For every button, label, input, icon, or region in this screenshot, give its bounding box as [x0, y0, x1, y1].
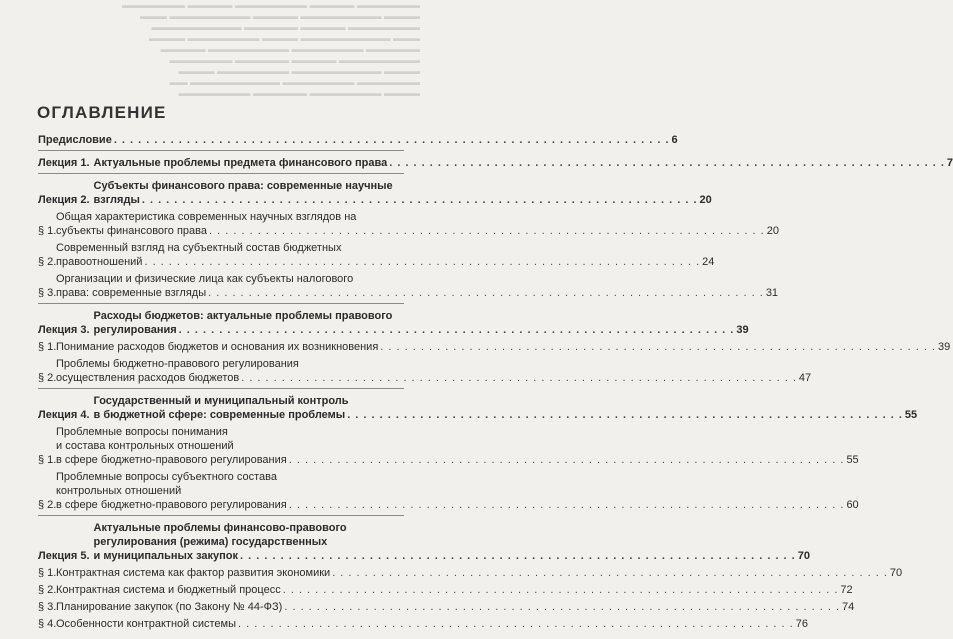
entry-number: § 1. [38, 225, 57, 237]
entry-title-line: в бюджетной сфере: современные проблемы [93, 409, 346, 421]
entry-title-line: регулирования [93, 324, 177, 336]
entry-number: § 4. [38, 618, 57, 630]
entry-title-line: субъекты финансового права [56, 225, 208, 237]
entry-number: § 2. [38, 499, 57, 511]
leader-dots [142, 193, 698, 207]
toc-entry-section[interactable] [38, 617, 808, 631]
entry-title-line: Особенности контрактной системы [56, 618, 237, 630]
entry-title-line: Контрактная система как фактор развития экономики [56, 567, 331, 579]
entry-title-line: регулирования (режима) государственных [93, 536, 328, 548]
leader-dots [289, 453, 845, 467]
page-number: 39 [736, 324, 749, 336]
leader-dots [283, 583, 839, 597]
entry-title-line: Субъекты финансового права: современные научные [93, 180, 393, 192]
page-number: 31 [765, 287, 779, 299]
entry-title-line: и муниципальных закупок [93, 550, 239, 562]
entry-number: § 3. [38, 601, 57, 613]
entry-number: § 1. [38, 341, 57, 353]
page-number: 76 [795, 618, 808, 630]
entry-number: § 2. [38, 584, 57, 596]
table-of-contents [38, 133, 953, 634]
leader-dots [240, 549, 796, 563]
entry-number: Лекция 4. [38, 409, 90, 421]
entry-title-line: Актуальные проблемы предмета финансового права [93, 157, 388, 169]
entry-title-line: Проблемные вопросы субъектного состава [56, 471, 277, 483]
toc-entry-lecture[interactable] [38, 150, 953, 170]
entry-title-line: права: современные взгляды [56, 287, 207, 299]
leader-dots [347, 408, 903, 422]
bleed-through-text: ▬▬▬▬▬▬▬ ▬▬▬▬▬ ▬▬▬▬▬▬▬▬ ▬▬▬▬▬ ▬▬▬▬▬▬▬ ▬▬▬▬ ▬▬▬▬▬▬▬▬▬ ▬▬▬▬▬ ▬▬▬▬▬▬▬▬▬ ▬▬▬ ▬▬▬▬▬▬▬▬ ▬▬▬▬▬ ▬▬▬▬▬▬ ▬▬▬▬▬▬▬▬▬▬ ▬▬▬ ▬▬▬▬▬▬▬▬▬▬ ▬▬▬▬ ▬▬▬▬▬▬▬▬ ▬▬▬▬ ▬▬▬▬▬▬ ▬▬▬▬▬▬▬▬ ▬▬▬▬▬▬▬▬▬ ▬▬▬▬▬ ▬▬▬▬▬▬▬▬▬ ▬▬▬▬▬ ▬▬▬▬▬▬ ▬▬▬▬▬▬▬ ▬▬▬▬ ▬▬▬▬▬▬▬▬▬▬ ▬▬▬▬▬▬▬▬ ▬▬▬▬ ▬▬▬▬▬▬▬ ▬▬▬▬▬▬▬▬ ▬▬▬▬▬▬▬▬▬▬ ▬▬ ▬▬▬▬ ▬▬▬▬▬▬▬▬ ▬▬▬▬▬▬ ▬▬▬▬▬▬▬▬ [121, 0, 420, 98]
entry-title-line: правоотношений [56, 256, 143, 268]
leader-dots [389, 156, 945, 170]
entry-number: Лекция 3. [38, 324, 90, 336]
page-number: 60 [846, 499, 859, 511]
page-number: 55 [904, 409, 918, 421]
entry-number: § 2. [38, 372, 57, 384]
entry-title-line: Актуальные проблемы финансово-правового [93, 522, 347, 534]
toc-entry-section[interactable] [38, 340, 951, 354]
entry-title-line: контрольных отношений [56, 485, 182, 497]
leader-dots [332, 566, 888, 580]
page-number: 47 [798, 372, 812, 384]
toc-entry-section[interactable] [38, 357, 812, 385]
leader-dots [209, 224, 765, 238]
entry-title-line: Государственный и муниципальный контроль [93, 395, 349, 407]
toc-entry-section[interactable] [38, 600, 855, 614]
toc-entry-section[interactable] [38, 272, 779, 300]
page-number: 24 [702, 256, 715, 268]
page-number: 72 [840, 584, 853, 596]
leader-dots [289, 498, 845, 512]
page-title: ОГЛАВЛЕНИЕ [37, 103, 167, 122]
toc-entry-section[interactable] [38, 210, 779, 238]
toc-entry-section[interactable] [38, 425, 859, 467]
page-number: 74 [842, 601, 855, 613]
entry-number: § 1. [38, 567, 57, 579]
page-number: 70 [889, 567, 903, 579]
entry-number: Лекция 5. [38, 550, 90, 562]
leader-dots [284, 600, 840, 614]
entry-title-line: Современный взгляд на субъектный состав бюджетных [56, 242, 342, 254]
leader-dots [114, 133, 670, 147]
toc-entry-section[interactable] [38, 583, 853, 597]
page-number: 39 [938, 341, 951, 353]
entry-number: Лекция 2. [38, 194, 90, 206]
entry-number: § 1. [38, 454, 57, 466]
toc-entry-lecture[interactable] [38, 303, 749, 337]
leader-dots [179, 323, 735, 337]
page-number: 7 [946, 157, 953, 169]
leader-dots [238, 617, 794, 631]
toc-entry-lecture[interactable] [38, 173, 712, 207]
entry-title-line: Расходы бюджетов: актуальные проблемы правового [93, 310, 393, 322]
entry-title-line: Организации и физические лица как субъекты налогового [56, 273, 354, 285]
entry-title-line: Предисловие [38, 134, 112, 146]
leader-dots [241, 371, 797, 385]
page-number: 55 [846, 454, 859, 466]
entry-title-line: взгляды [93, 194, 140, 206]
page-number: 6 [671, 134, 678, 146]
entry-title-line: Проблемные вопросы понимания [56, 426, 228, 438]
leader-dots [144, 255, 700, 269]
page-number: 70 [797, 550, 810, 562]
entry-title-line: осуществления расходов бюджетов [56, 372, 240, 384]
entry-title-line: Проблемы бюджетно-правового регулирования [56, 358, 299, 370]
toc-entry-lecture[interactable] [38, 388, 918, 422]
leader-dots [208, 286, 764, 300]
toc-entry-section[interactable] [38, 241, 715, 269]
entry-title-line: Контрактная система и бюджетный процесс [56, 584, 281, 596]
toc-entry-lecture[interactable] [38, 515, 810, 563]
entry-number: § 2. [38, 256, 57, 268]
leader-dots [380, 340, 936, 354]
entry-title-line: Общая характеристика современных научных взглядов на [56, 211, 357, 223]
toc-entry-section[interactable] [38, 470, 859, 512]
entry-title-line: в сфере бюджетно-правового регулирования [56, 499, 287, 511]
entry-number: Лекция 1. [38, 157, 90, 169]
entry-number: § 3. [38, 287, 57, 299]
toc-entry-section[interactable] [38, 566, 903, 580]
entry-title-line: Понимание расходов бюджетов и основания их возникновения [56, 341, 379, 353]
page-number: 20 [699, 194, 712, 206]
entry-title-line: Планирование закупок (по Закону № 44-ФЗ) [56, 601, 283, 613]
entry-title-line: в сфере бюджетно-правового регулирования [56, 454, 287, 466]
entry-title-line: и состава контрольных отношений [56, 440, 234, 452]
page-number: 20 [766, 225, 779, 237]
toc-entry-lecture[interactable] [38, 133, 678, 147]
